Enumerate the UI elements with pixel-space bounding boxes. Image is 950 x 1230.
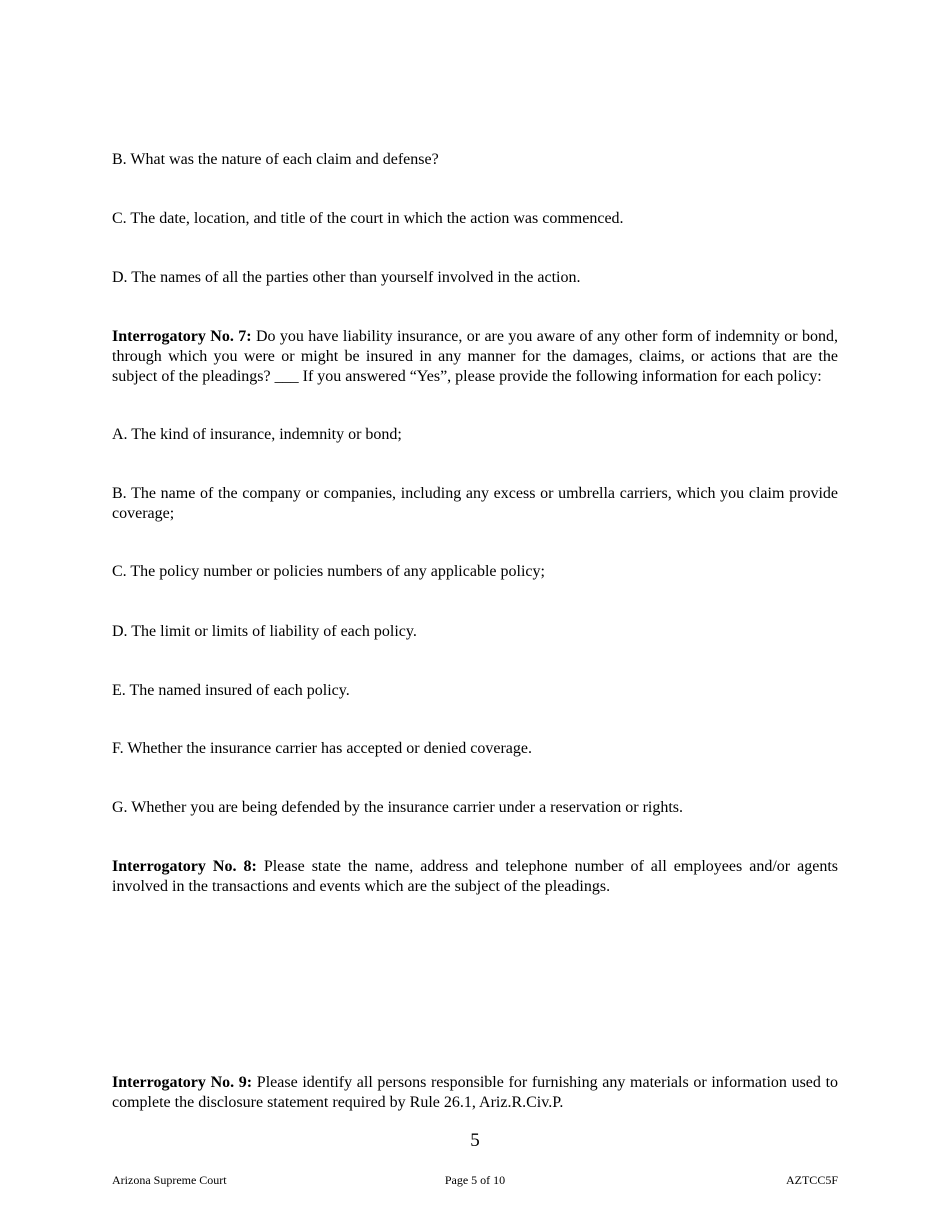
interrogatory-7-heading: Interrogatory No. 7: (112, 328, 252, 345)
interrogatory-8 (112, 857, 838, 897)
interrogatory-9 (112, 1073, 838, 1113)
interrogatory-7 (112, 327, 838, 387)
item-6c: C. The date, location, and title of the court in which the action was commenced. (112, 210, 624, 227)
item-7e: E. The named insured of each policy. (112, 682, 350, 699)
page-number: 5 (470, 1130, 480, 1151)
item-7c: C. The policy number or policies numbers of any applicable policy; (112, 563, 545, 580)
footer-form-code: AZTCC5F (785, 1173, 838, 1187)
item-7f: F. Whether the insurance carrier has accepted or denied coverage. (112, 740, 532, 757)
item-7a: A. The kind of insurance, indemnity or bond; (112, 426, 402, 443)
interrogatory-8-text: Please state the name, address and telephone number of all employees and/or agents involved in the transactions and events which are the subject of the pleadings. (112, 858, 839, 895)
item-7d: D. The limit or limits of liability of each policy. (112, 623, 417, 640)
interrogatory-8-heading: Interrogatory No. 8: (112, 858, 257, 875)
footer-page-indicator: Page 5 of 10 (444, 1173, 506, 1187)
footer-court-name: Arizona Supreme Court (112, 1173, 227, 1187)
item-6d: D. The names of all the parties other than yourself involved in the action. (112, 269, 581, 286)
interrogatory-7-text: Do you have liability insurance, or are you aware of any other form of indemnity or bond, through which you were or might be insured in any manner for the damages, claims, or actions that are the subject of the pleadings? ___ If you answered “Yes”, please provide the following information for each policy: (112, 328, 839, 385)
interrogatory-9-heading: Interrogatory No. 9: (112, 1074, 253, 1091)
item-7g: G. Whether you are being defended by the insurance carrier under a reservation or rights. (112, 799, 684, 816)
item-7b: B. The name of the company or companies, including any excess or umbrella carriers, which you claim provide coverage; (112, 485, 838, 522)
interrogatory-9-text: Please identify all persons responsible for furnishing any materials or information used to complete the disclosure statement required by Rule 26.1, Ariz.R.Civ.P. (112, 1074, 839, 1111)
item-6b: B. What was the nature of each claim and defense? (112, 151, 439, 168)
